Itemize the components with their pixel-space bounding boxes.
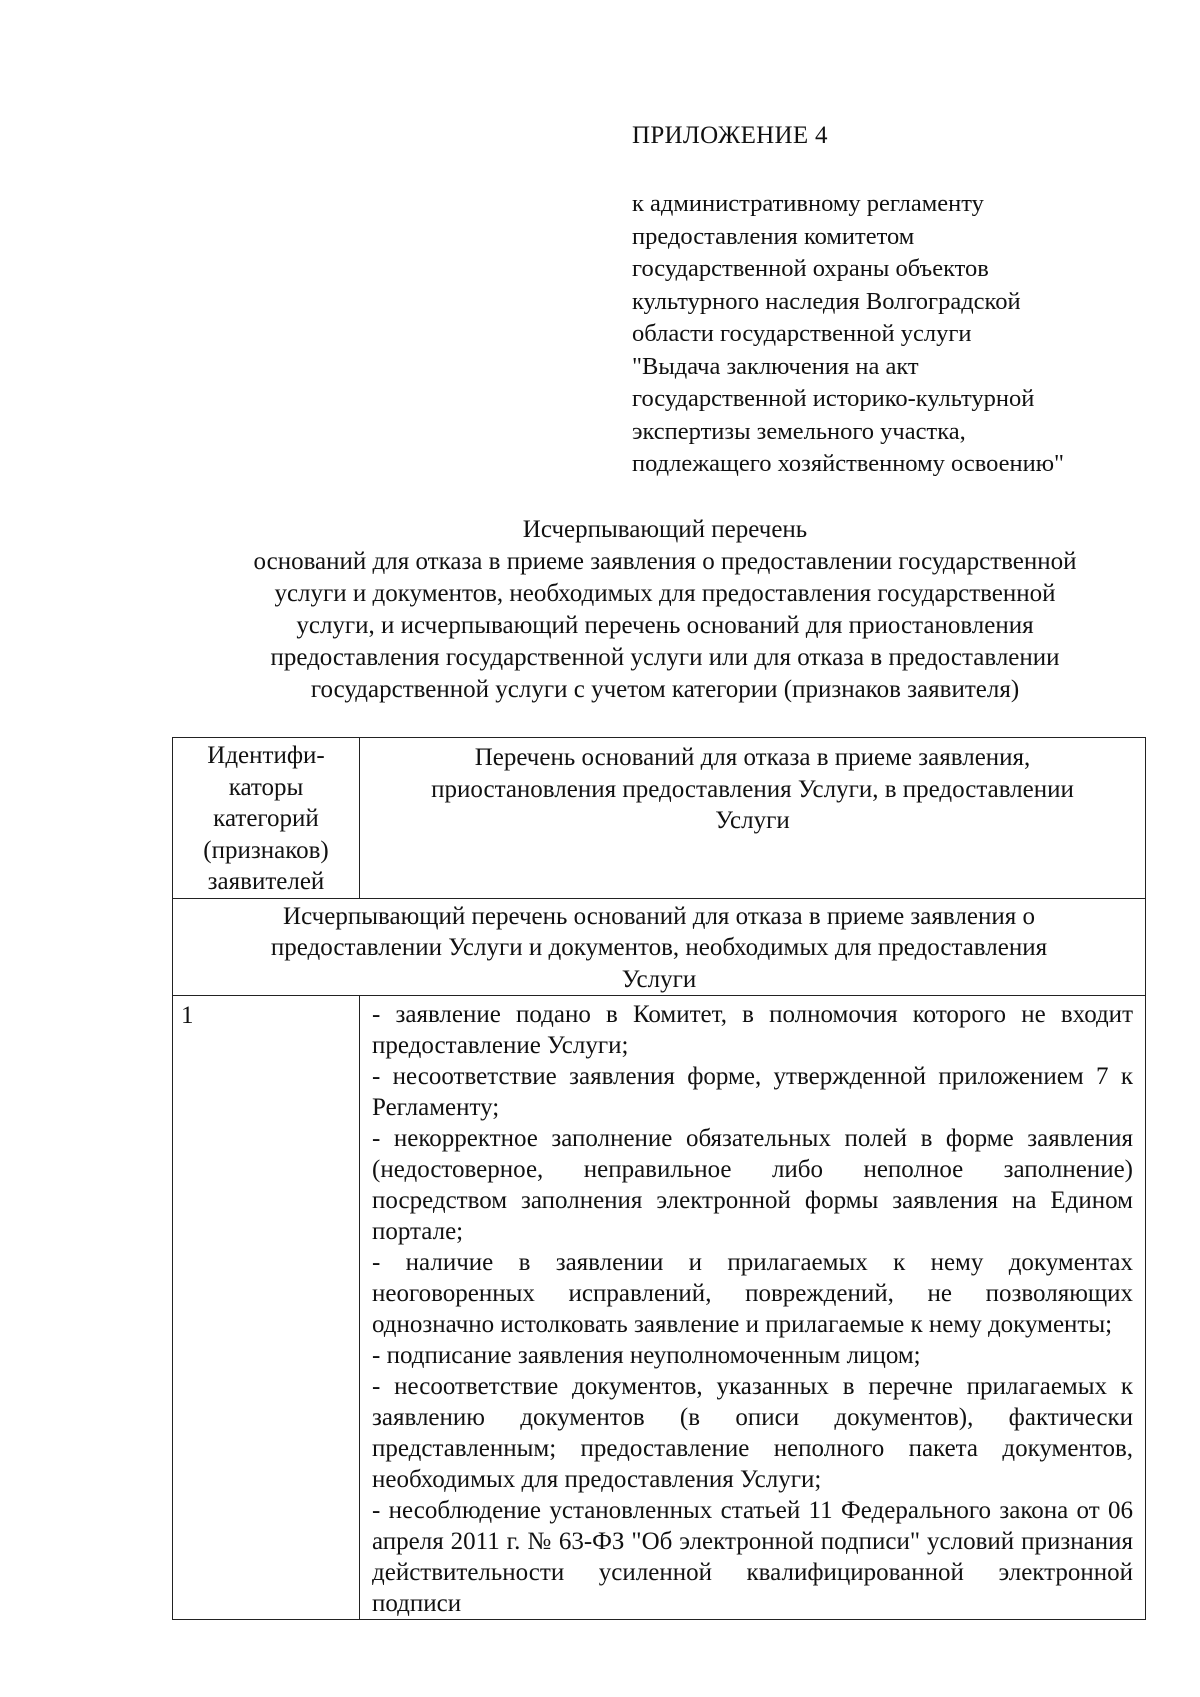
table-header-row <box>173 738 1146 899</box>
grounds-list-cell <box>360 996 1146 1620</box>
grounds-item: - заявление подано в Комитет, в полномочия которого не входит предоставление Услуги; <box>372 1001 1133 1059</box>
header-line: Идентифи- <box>207 742 325 769</box>
heading-line: предоставления государственной услуги или для отказа в предоставлении <box>270 644 1060 671</box>
appendix-subtitle-line: культурного наследия Волгоградской <box>632 287 1021 315</box>
header-line: Услуги <box>715 807 790 834</box>
appendix-subtitle-line: области государственной услуги <box>632 320 972 347</box>
heading-line: Исчерпывающий перечень <box>522 516 808 543</box>
table-section-row <box>173 898 1146 996</box>
heading-line: услуги, и исчерпывающий перечень оснований для приостановления <box>296 612 1034 639</box>
appendix-subtitle-line: "Выдача заключения на акт <box>632 352 919 380</box>
grounds-item: - наличие в заявлении и прилагаемых к нему документах неоговоренных исправлений, повреждений, не позволяющих однозначно истолковать заявление и прилагаемые к нему документы; <box>372 1249 1133 1338</box>
heading-line: государственной услуги с учетом категории (признаков заявителя) <box>310 676 1020 703</box>
header-line: (признаков) <box>203 836 329 864</box>
grounds-item: - несоблюдение установленных статьей 11 Федерального закона от 06 апреля 2011 г. № 63-ФЗ "Об электронной подписи" условий признания действительности усиленной квалифицированной электронной подписи <box>372 1497 1133 1617</box>
section-title-line: Исчерпывающий перечень оснований для отказа в приеме заявления о <box>283 902 1035 930</box>
grounds-item: - несоответствие заявления форме, утвержденной приложением 7 к Регламенту; <box>372 1063 1133 1121</box>
header-line: категорий <box>213 805 319 832</box>
header-line: приостановления предоставления Услуги, в предоставлении <box>431 775 1074 803</box>
grounds-table <box>172 737 1146 1620</box>
appendix-subtitle-line: предоставления комитетом <box>632 222 915 250</box>
appendix-subtitle-line: экспертизы земельного участка, <box>632 417 966 445</box>
appendix-subtitle <box>632 188 1152 481</box>
header-line: заявителей <box>207 868 325 895</box>
grounds-item: - подписание заявления неуполномоченным лицом; <box>372 1342 921 1369</box>
appendix-subtitle-line: государственной охраны объектов <box>632 255 989 282</box>
section-title-line: предоставлении Услуги и документов, необходимых для предоставления <box>270 934 1048 961</box>
section-title-line: Услуги <box>621 965 697 993</box>
appendix-title: ПРИЛОЖЕНИЕ 4 <box>632 122 828 149</box>
grounds-item: - некорректное заполнение обязательных полей в форме заявления (недостоверное, неправильное либо неполное заполнение) посредством заполнения электронной формы заявления на Едином портале; <box>372 1125 1133 1245</box>
appendix-subtitle-line: государственной историко-культурной <box>632 385 1035 412</box>
table-row <box>173 996 1146 1620</box>
grounds-item: - несоответствие документов, указанных в перечне прилагаемых к заявлению документов (в описи документов), фактически представленным; предоставление неполного пакета документов, необходимых для предоставления Услуги; <box>372 1373 1133 1493</box>
header-line: Перечень оснований для отказа в приеме заявления, <box>474 744 1031 771</box>
appendix-subtitle-line: подлежащего хозяйственному освоению" <box>632 450 1065 477</box>
header-cell-grounds <box>360 738 1146 899</box>
header-cell-identifiers <box>173 738 360 899</box>
appendix-subtitle-line: к административному регламенту <box>632 190 984 217</box>
header-line: каторы <box>228 773 304 801</box>
heading-line: оснований для отказа в приеме заявления о предоставлении государственной <box>253 548 1077 575</box>
heading-line: услуги и документов, необходимых для предоставления государственной <box>274 580 1056 607</box>
category-id-cell: 1 <box>173 996 360 1620</box>
section-title-cell <box>173 898 1146 996</box>
document-heading <box>150 514 1180 706</box>
